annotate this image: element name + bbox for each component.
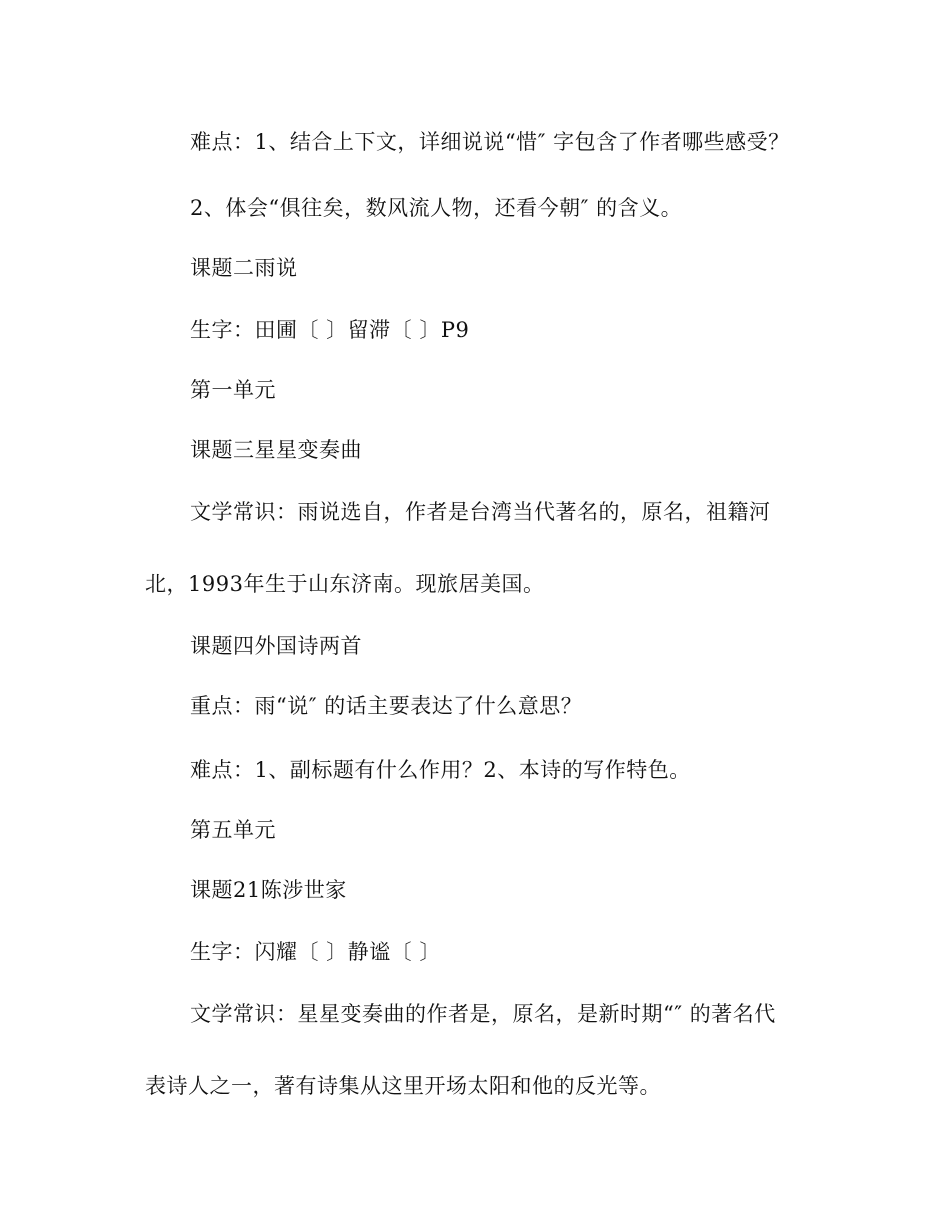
text-line-literary-knowledge-2: 文学常识：星星变奏曲的作者是，原名，是新时期“″ 的著名代 [190, 1002, 776, 1026]
text-line-lesson-2-title: 课题二雨说 [190, 256, 298, 280]
text-line-new-words-1: 生字：田圃〔 〕留滞〔 〕P9 [190, 318, 470, 342]
text-line-difficulty-1: 难点：1、结合上下文，详细说说“惜″ 字包含了作者哪些感受？ [190, 130, 790, 154]
text-line-literary-knowledge-2-cont: 表诗人之一，著有诗集从这里开场太阳和他的反光等。 [145, 1074, 661, 1098]
text-line-literary-knowledge-1-cont: 北，1993年生于山东济南。现旅居美国。 [145, 572, 545, 596]
text-line-lesson-21-title: 课题21陈涉世家 [190, 878, 347, 902]
text-line-unit-1: 第一单元 [190, 378, 276, 402]
text-line-lesson-3-title: 课题三星星变奏曲 [190, 438, 362, 462]
text-line-unit-5: 第五单元 [190, 818, 276, 842]
text-line-new-words-2: 生字：闪耀〔 〕静谧〔 〕 [190, 940, 441, 964]
text-line-difficulty-2: 2、体会“俱往矣，数风流人物，还看今朝″ 的含义。 [190, 196, 683, 220]
text-line-literary-knowledge-1: 文学常识：雨说选自，作者是台湾当代著名的，原名，祖籍河 [190, 500, 771, 524]
text-line-key-point: 重点：雨“说″ 的话主要表达了什么意思？ [190, 694, 583, 718]
text-line-lesson-4-title: 课题四外国诗两首 [190, 634, 362, 658]
text-line-difficulty-3: 难点：1、副标题有什么作用？2、本诗的写作特色。 [190, 758, 691, 782]
